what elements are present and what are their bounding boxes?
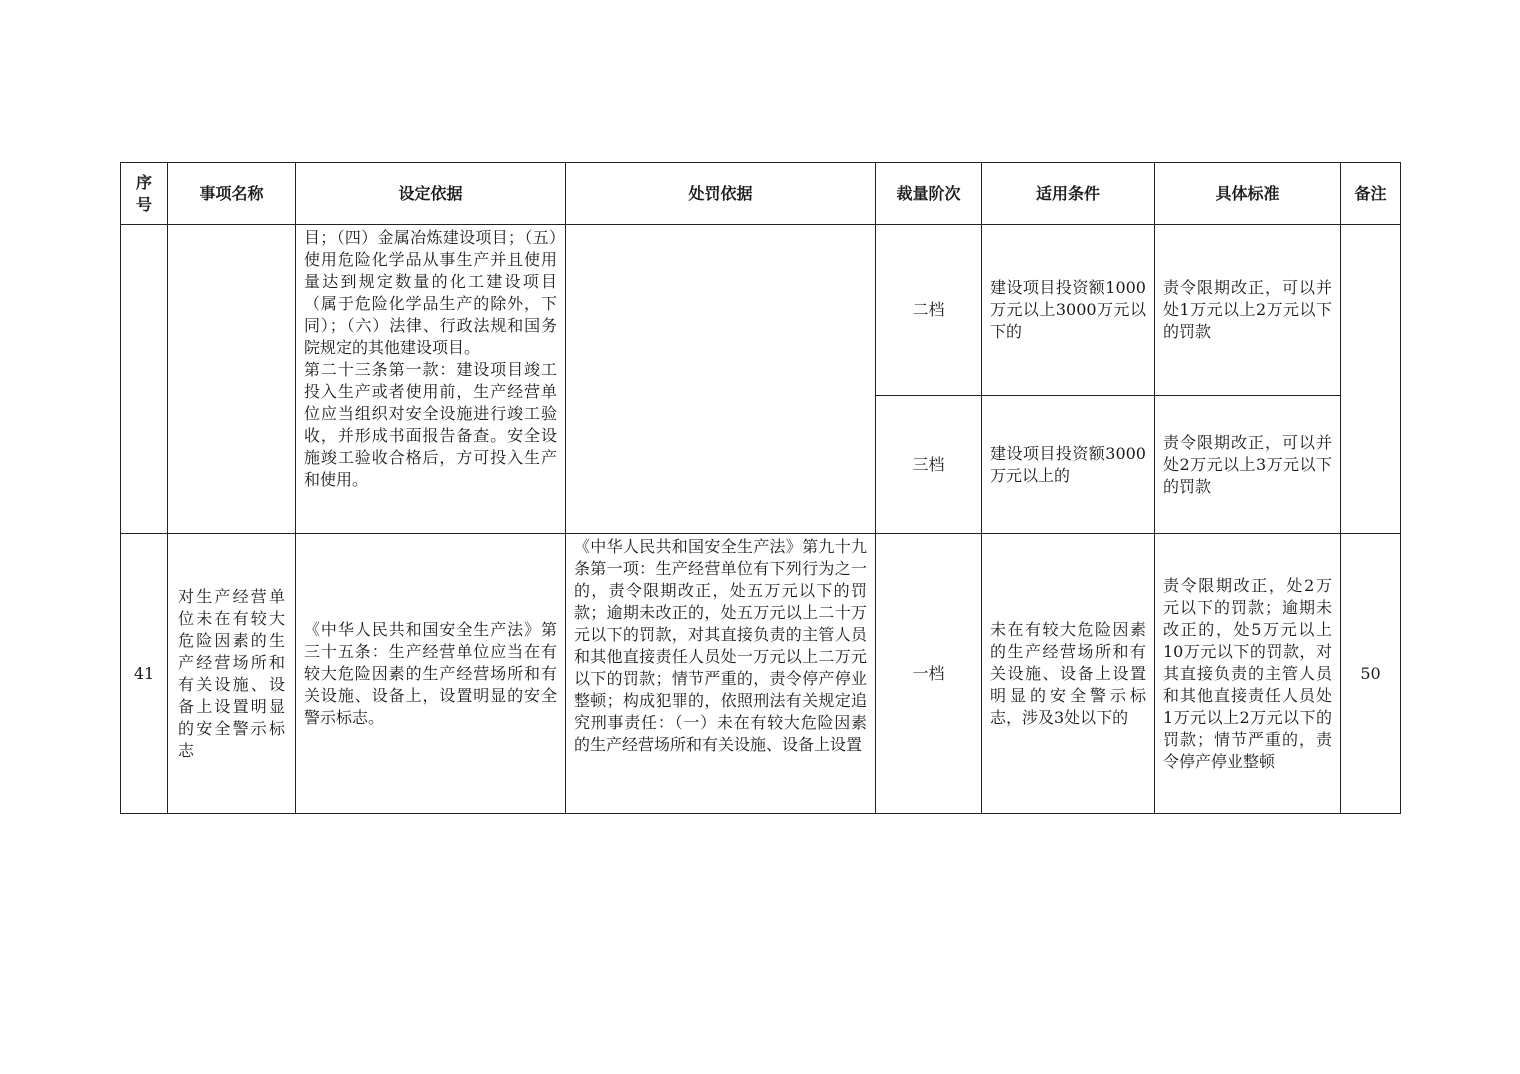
cell-setting-basis-continued	[296, 225, 566, 534]
cell-seq: 41	[121, 534, 168, 814]
cell-standard: 责令限期改正，处2万元以下的罚款；逾期未改正的，处5万元以上10万元以下的罚款，对其直接负责的主管人员和其他直接责任人员处1万元以上2万元以下的罚款；情节严重的，责令停产停业整顿	[1155, 534, 1341, 814]
cell-standard: 责令限期改正，可以并处2万元以上3万元以下的罚款	[1155, 396, 1341, 534]
setting-basis-para-1: 目；（四）金属冶炼建设项目；（五）使用危险化学品从事生产并且使用量达到规定数量的化工建设项目（属于危险化学品生产的除外，下同）；（六）法律、行政法规和国务院规定的其他建设项目。	[304, 228, 557, 357]
setting-basis-para-2: 第二十三条第一款：建设项目竣工投入生产或者使用前，生产经营单位应当组织对安全设施进行竣工验收，并形成书面报告备查。安全设施竣工验收合格后，方可投入生产和使用。	[304, 360, 557, 489]
header-penalty-basis: 处罚依据	[566, 163, 876, 225]
cell-condition: 建设项目投资额3000万元以上的	[982, 396, 1155, 534]
cell-level: 三档	[876, 396, 982, 534]
cell-level: 一档	[876, 534, 982, 814]
penalty-discretion-table	[120, 162, 1401, 814]
header-item-name: 事项名称	[168, 163, 296, 225]
cell-item-name: 对生产经营单位未在有较大危险因素的生产经营场所和有关设施、设备上设置明显的安全警示标志	[168, 534, 296, 814]
cell-remarks: 50	[1341, 534, 1401, 814]
header-seq: 序号	[121, 163, 168, 225]
cell-penalty-basis: 《中华人民共和国安全生产法》第九十九条第一项：生产经营单位有下列行为之一的，责令限期改正，处五万元以下的罚款；逾期未改正的，处五万元以上二十万元以下的罚款，对其直接负责的主管人员和其他直接责任人员处一万元以上二万元以下的罚款；情节严重的，责令停产停业整顿；构成犯罪的，依照刑法有关规定追究刑事责任：（一）未在有较大危险因素的生产经营场所和有关设施、设备上设置	[566, 534, 876, 814]
cell-standard: 责令限期改正，可以并处1万元以上2万元以下的罚款	[1155, 225, 1341, 396]
cell-condition: 建设项目投资额1000万元以上3000万元以下的	[982, 225, 1155, 396]
cell-item-name-empty	[168, 225, 296, 534]
table-header-row	[121, 163, 1401, 225]
cell-condition: 未在有较大危险因素的生产经营场所和有关设施、设备上设置明显的安全警示标志，涉及3处以下的	[982, 534, 1155, 814]
table-row-continued-level-2	[121, 225, 1401, 396]
header-standard: 具体标准	[1155, 163, 1341, 225]
cell-penalty-basis-empty	[566, 225, 876, 534]
cell-seq-empty	[121, 225, 168, 534]
cell-setting-basis: 《中华人民共和国安全生产法》第三十五条：生产经营单位应当在有较大危险因素的生产经营场所和有关设施、设备上，设置明显的安全警示标志。	[296, 534, 566, 814]
table-row-41	[121, 534, 1401, 814]
header-conditions: 适用条件	[982, 163, 1155, 225]
cell-level: 二档	[876, 225, 982, 396]
header-setting-basis: 设定依据	[296, 163, 566, 225]
cell-remarks-empty	[1341, 225, 1401, 534]
header-remarks: 备注	[1341, 163, 1401, 225]
header-discretion-level: 裁量阶次	[876, 163, 982, 225]
